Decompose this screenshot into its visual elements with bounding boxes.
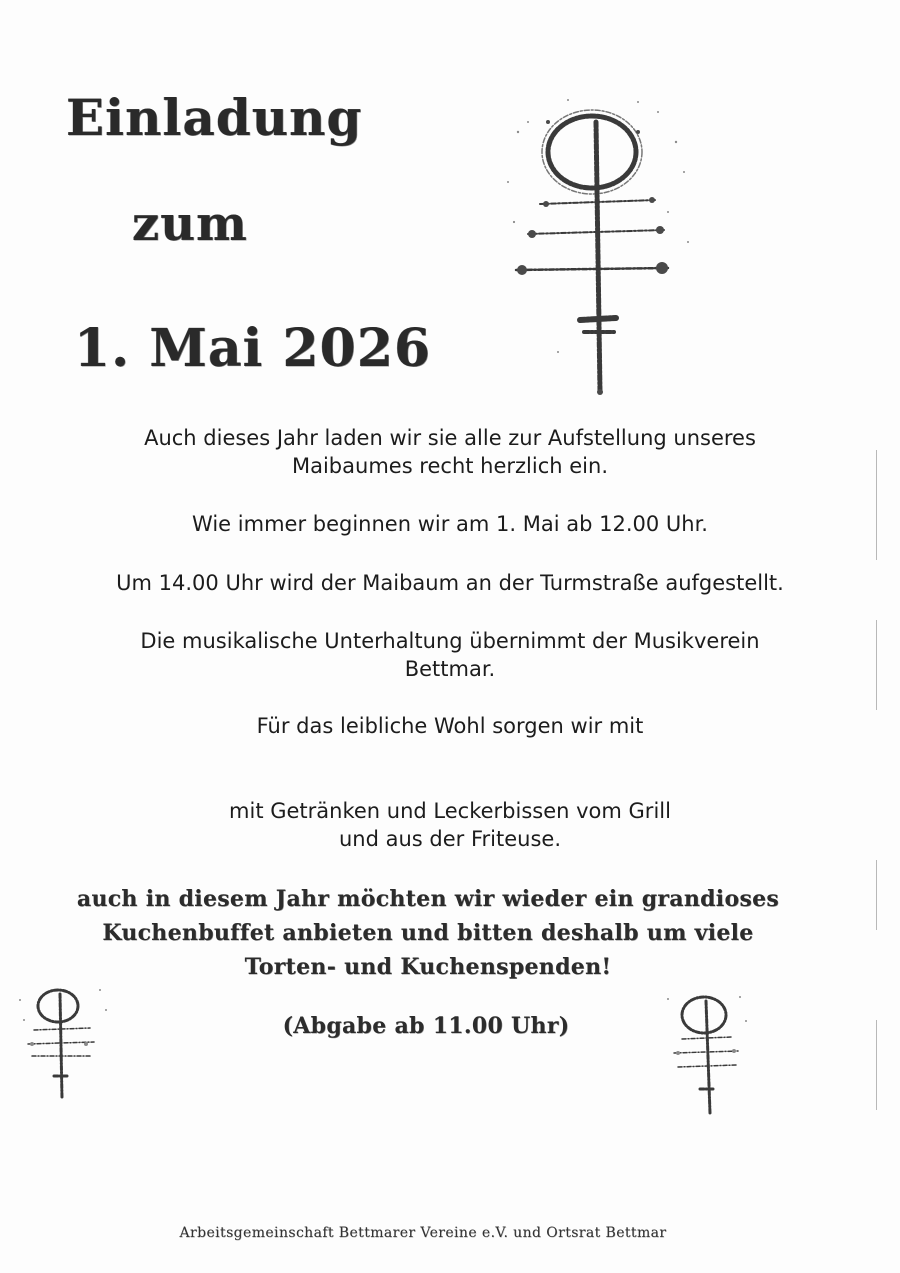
paragraph-intro [0, 424, 900, 480]
heading-einladung: Einladung [66, 88, 363, 147]
cake-dropoff-line: (Abgabe ab 11.00 Uhr) [282, 1013, 570, 1039]
cake-appeal-line: auch in diesem Jahr möchten wir wieder ein grandioses [76, 886, 780, 912]
paragraph-start-time [0, 510, 900, 538]
maypole-illustration-icon [648, 985, 754, 1120]
paragraph-catering [0, 712, 900, 740]
cake-appeal [0, 882, 856, 984]
heading-zum: zum [132, 196, 248, 252]
scan-edge-line [876, 620, 877, 710]
paragraph-line: Auch dieses Jahr laden wir sie alle zur Aufstellung unseres [144, 426, 756, 450]
paragraph-maypole-raising [0, 569, 900, 597]
paragraph-line: und aus der Friteuse. [339, 827, 561, 851]
cake-appeal-line: Kuchenbuffet anbieten und bitten deshalb um viele [102, 920, 754, 946]
scan-edge-line [876, 450, 877, 560]
paragraph-music [0, 627, 900, 683]
scan-edge-line [876, 860, 877, 930]
paragraph-line: Um 14.00 Uhr wird der Maibaum an der Turmstraße aufgestellt. [116, 571, 784, 595]
maypole-illustration-icon [10, 980, 120, 1110]
paragraph-food [0, 797, 900, 853]
scan-edge-line [876, 1020, 877, 1110]
paragraph-line: Bettmar. [404, 657, 496, 681]
paragraph-line: Die musikalische Unterhaltung übernimmt der Musikverein [140, 629, 760, 653]
paragraph-line: Wie immer beginnen wir am 1. Mai ab 12.00 Uhr. [192, 512, 708, 536]
cake-appeal-line: Torten- und Kuchenspenden! [244, 954, 612, 980]
footer-organizers: Arbeitsgemeinschaft Bettmarer Vereine e.V. und Ortsrat Bettmar [179, 1225, 667, 1241]
paragraph-line: Für das leibliche Wohl sorgen wir mit [256, 714, 644, 738]
heading-date: 1. Mai 2026 [74, 318, 432, 379]
paragraph-line: Maibaumes recht herzlich ein. [291, 454, 608, 478]
paragraph-line: mit Getränken und Leckerbissen vom Grill [229, 799, 671, 823]
maypole-illustration-icon [488, 92, 704, 412]
